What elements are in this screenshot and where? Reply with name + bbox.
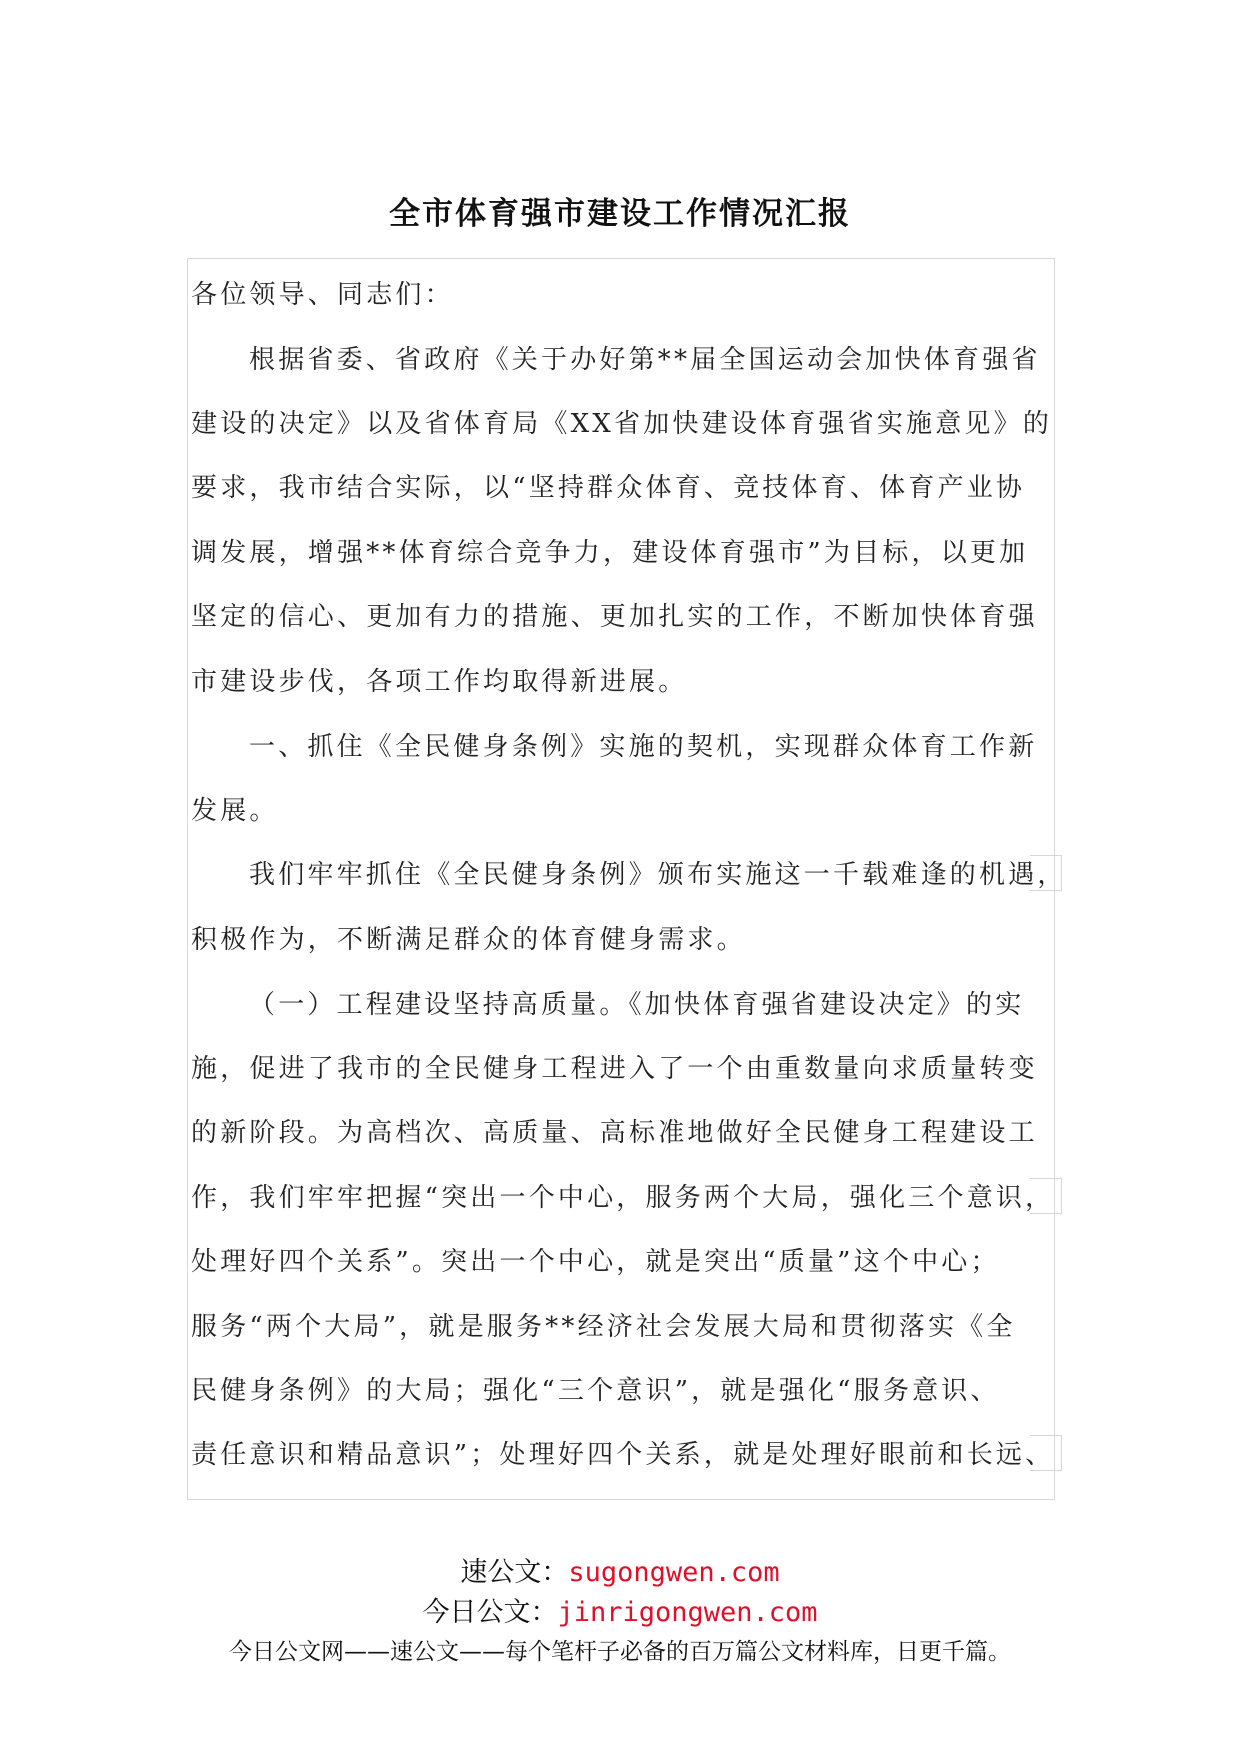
footer-line-sugongwen xyxy=(0,1550,1240,1589)
body-line: 我们牢牢抓住《全民健身条例》颁布实施这一千载难逢的机遇， xyxy=(249,860,1067,890)
body-line: 处理好四个关系”。突出一个中心，就是突出“质量”这个中心； xyxy=(191,1247,1000,1277)
body-line: 责任意识和精品意识”；处理好四个关系，就是处理好眼前和长远、 xyxy=(191,1440,1055,1470)
body-line: 坚定的信心、更加有力的措施、更加扎实的工作，不断加快体育强 xyxy=(191,602,1038,632)
salutation: 各位领导、同志们： xyxy=(191,280,454,310)
body-line: 民健身条例》的大局；强化“三个意识”，就是强化“服务意识、 xyxy=(191,1376,1000,1406)
line-end-marker xyxy=(1030,855,1062,891)
line-end-marker xyxy=(1030,1178,1062,1214)
body-line: 作，我们牢牢把握“突出一个中心，服务两个大局，强化三个意识， xyxy=(191,1183,1055,1213)
body-line: （一）工程建设坚持高质量。《加快体育强省建设决定》的实 xyxy=(249,990,1025,1020)
body-line: 市建设步伐，各项工作均取得新进展。 xyxy=(191,667,688,697)
footer-label-2: 今日公文： xyxy=(422,1597,558,1628)
document-title: 全市体育强市建设工作情况汇报 xyxy=(389,196,851,232)
footer-link-jinrigongwen[interactable]: jinrigongwen.com xyxy=(557,1597,818,1628)
footer-label-1: 速公文： xyxy=(460,1557,569,1588)
body-line: 要求，我市结合实际，以“坚持群众体育、竞技体育、体育产业协 xyxy=(191,473,1026,503)
body-line: 调发展，增强**体育综合竞争力，建设体育强市”为目标，以更加 xyxy=(191,538,1029,568)
body-line: 积极作为，不断满足群众的体育健身需求。 xyxy=(191,925,746,955)
body-line: 的新阶段。为高档次、高质量、高标准地做好全民健身工程建设工 xyxy=(191,1118,1038,1148)
body-line: 建设的决定》以及省体育局《XX省加快建设体育强省实施意见》的 xyxy=(191,409,1053,439)
body-line: 服务“两个大局”，就是服务**经济社会发展大局和贯彻落实《全 xyxy=(191,1312,1016,1342)
footer-link-sugongwen[interactable]: sugongwen.com xyxy=(568,1557,780,1588)
footer-line-jinrigongwen xyxy=(0,1590,1240,1629)
body-line: 一、抓住《全民健身条例》实施的契机，实现群众体育工作新 xyxy=(249,732,1038,762)
footer-slogan: 今日公文网——速公文——每个笔杆子必备的百万篇公文材料库，日更千篇。 xyxy=(229,1639,1011,1665)
line-end-marker xyxy=(1030,1435,1062,1471)
body-line: 施，促进了我市的全民健身工程进入了一个由重数量向求质量转变 xyxy=(191,1054,1038,1084)
body-line: 根据省委、省政府《关于办好第**届全国运动会加快体育强省 xyxy=(249,345,1041,375)
body-line: 发展。 xyxy=(191,796,279,826)
